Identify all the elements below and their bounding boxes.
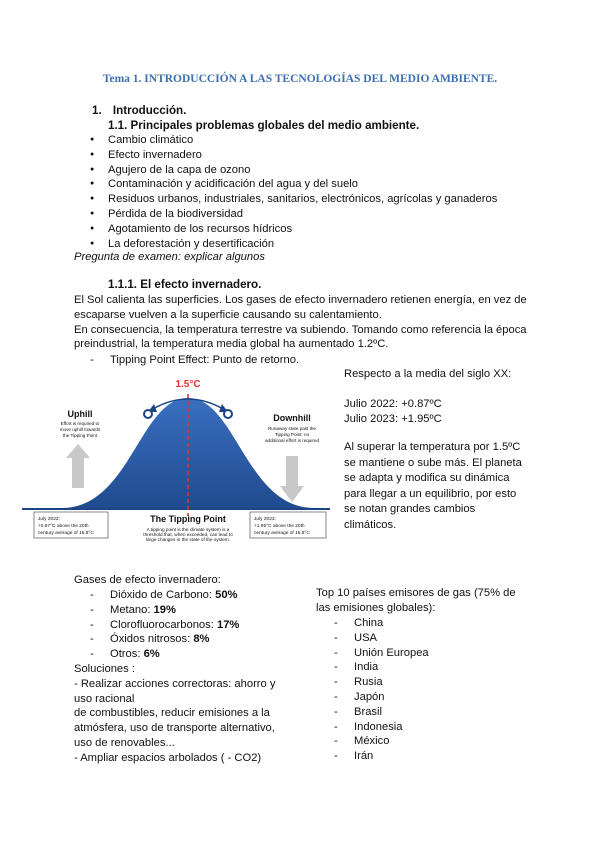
page-title: Tema 1. INTRODUCCIÓN A LAS TECNOLOGÍAS DEL MEDIO AMBIENTE. xyxy=(102,73,498,85)
solutions-line: uso de renovables... xyxy=(74,736,175,749)
solutions-line: - Ampliar espacios arbolados ( - CO2) xyxy=(74,751,262,764)
list-item: ● Agotamiento de los recursos hídricos xyxy=(90,222,497,237)
paragraph-line: En consecuencia, la temperatura terrestre va subiendo. Tomando como referencia la época xyxy=(74,323,527,336)
list-item: - Clorofluorocarbonos: 17% xyxy=(90,618,240,631)
section-heading xyxy=(92,104,186,117)
side-intro: Respecto a la media del siglo XX: xyxy=(344,368,512,380)
solutions-line: - Realizar acciones correctoras: ahorro y xyxy=(74,677,276,690)
downhill-arrow xyxy=(280,456,304,502)
side-july-2022: Julio 2022: +0.87ºC xyxy=(344,398,442,410)
ball-right xyxy=(224,410,232,418)
list-item: - Otros: 6% xyxy=(90,648,160,661)
list-item: - India xyxy=(334,661,379,674)
tipping-point-text: large changes in the state of the system. xyxy=(145,537,231,542)
paragraph xyxy=(74,293,527,352)
list-item: ● Pérdida de la biodiversidad xyxy=(90,207,497,222)
uphill-arrow xyxy=(66,444,90,488)
side-explanation: Al superar la temperatura por 1.5ºC se mantiene o sube más. El planeta se adapta y modifica su dinámica para llegar a un equilibrio, por esto se notan grandes cambios climáticos. xyxy=(344,441,522,531)
list-item: ● Cambio climático xyxy=(90,133,497,148)
uphill-text: Effort is required to xyxy=(60,421,100,426)
list-item: - Óxidos nitrosos: 8% xyxy=(90,633,210,646)
list-item: - Irán xyxy=(334,750,374,763)
threshold-label: 1.5°C xyxy=(175,379,201,390)
side-july-2023: Julio 2023: +1.95ºC xyxy=(344,413,442,425)
emitters-title: Top 10 países emisores de gas (75% de las emisiones globales): xyxy=(316,587,516,614)
tipping-point-text: threshold that, when exceeded, can lead to xyxy=(143,532,233,537)
gases-title: Gases de efecto invernadero: xyxy=(74,574,221,586)
list-item: - USA xyxy=(334,631,378,644)
list-item: - Metano: 19% xyxy=(90,603,176,616)
downhill-text: Runaway state past the xyxy=(267,426,317,431)
solutions-line: uso racional xyxy=(74,692,135,705)
july-2022-text: +0.87°C above the 20th xyxy=(38,524,89,529)
july-2022-text: July 2022: xyxy=(38,517,60,522)
list-item: - Rusia xyxy=(334,676,383,689)
list-item: - México xyxy=(334,735,390,748)
subsubsection-heading: 1.1.1. El efecto invernadero. xyxy=(108,278,262,291)
gases-list xyxy=(90,588,239,662)
solutions-line: de combustibles, reducir emisiones a la xyxy=(74,707,270,720)
uphill-title: Uphill xyxy=(67,409,93,419)
tipping-point-figure xyxy=(20,374,332,542)
list-item: - Japón xyxy=(334,690,385,703)
downhill-text: Tipping Point: no xyxy=(274,432,310,437)
downhill-title: Downhill xyxy=(273,413,311,423)
list-item: - China xyxy=(334,617,384,629)
list-item: ● Agujero de la capa de ozono xyxy=(90,163,497,178)
tipping-point-text: A tipping point is the climate system is a xyxy=(146,527,230,532)
tipping-item: - Tipping Point Effect: Punto de retorno. xyxy=(90,354,300,366)
paragraph-line: preindustrial, la temperatura media global ha aumentado 1.2ºC. xyxy=(74,338,389,351)
uphill-text: the Tipping Point xyxy=(62,433,98,438)
july-2023-text: July 2023: xyxy=(254,517,276,522)
uphill-text: move uphill towards xyxy=(59,427,101,432)
section-number: 1. xyxy=(92,104,102,117)
paragraph-line: El Sol calienta las superficies. Los gases de efecto invernadero retienen energía, en vez de xyxy=(74,294,527,306)
emitters-list xyxy=(334,616,429,764)
solutions-title: Soluciones : xyxy=(74,663,135,675)
list-item: ● Residuos urbanos, industriales, sanitarios, electrónicos, agrícolas y ganaderos xyxy=(90,192,497,207)
tipping-point-title: The Tipping Point xyxy=(150,514,226,524)
solutions-line: atmósfera, uso de transporte alternativo, xyxy=(74,722,275,735)
list-item: - Brasil xyxy=(334,705,382,718)
section-label: Introducción. xyxy=(112,104,187,117)
paragraph-line: escaparse vuelven a la superficie causando su calentamiento. xyxy=(74,308,382,321)
list-item: ● Contaminación y acidificación del agua y del suelo xyxy=(90,177,497,192)
july-2023-text: +1.95°C above the 20th xyxy=(254,524,305,529)
ball-left xyxy=(144,410,152,418)
july-2023-text: century average of 15.8°C xyxy=(254,531,310,536)
list-item: - Dióxido de Carbono: 50% xyxy=(90,589,238,601)
problems-list xyxy=(90,133,497,251)
downhill-text: additional effort is required xyxy=(264,438,320,443)
list-item: - Unión Europea xyxy=(334,646,429,659)
list-item: ● La deforestación y desertificación xyxy=(90,237,497,252)
exam-note: Pregunta de examen: explicar algunos xyxy=(74,251,265,263)
list-item: - Indonesia xyxy=(334,720,403,733)
july-2022-text: century average of 15.8°C xyxy=(38,531,94,536)
list-item: ● Efecto invernadero xyxy=(90,148,497,163)
solutions xyxy=(74,662,275,766)
subsection-heading: 1.1. Principales problemas globales del medio ambiente. xyxy=(108,119,420,132)
